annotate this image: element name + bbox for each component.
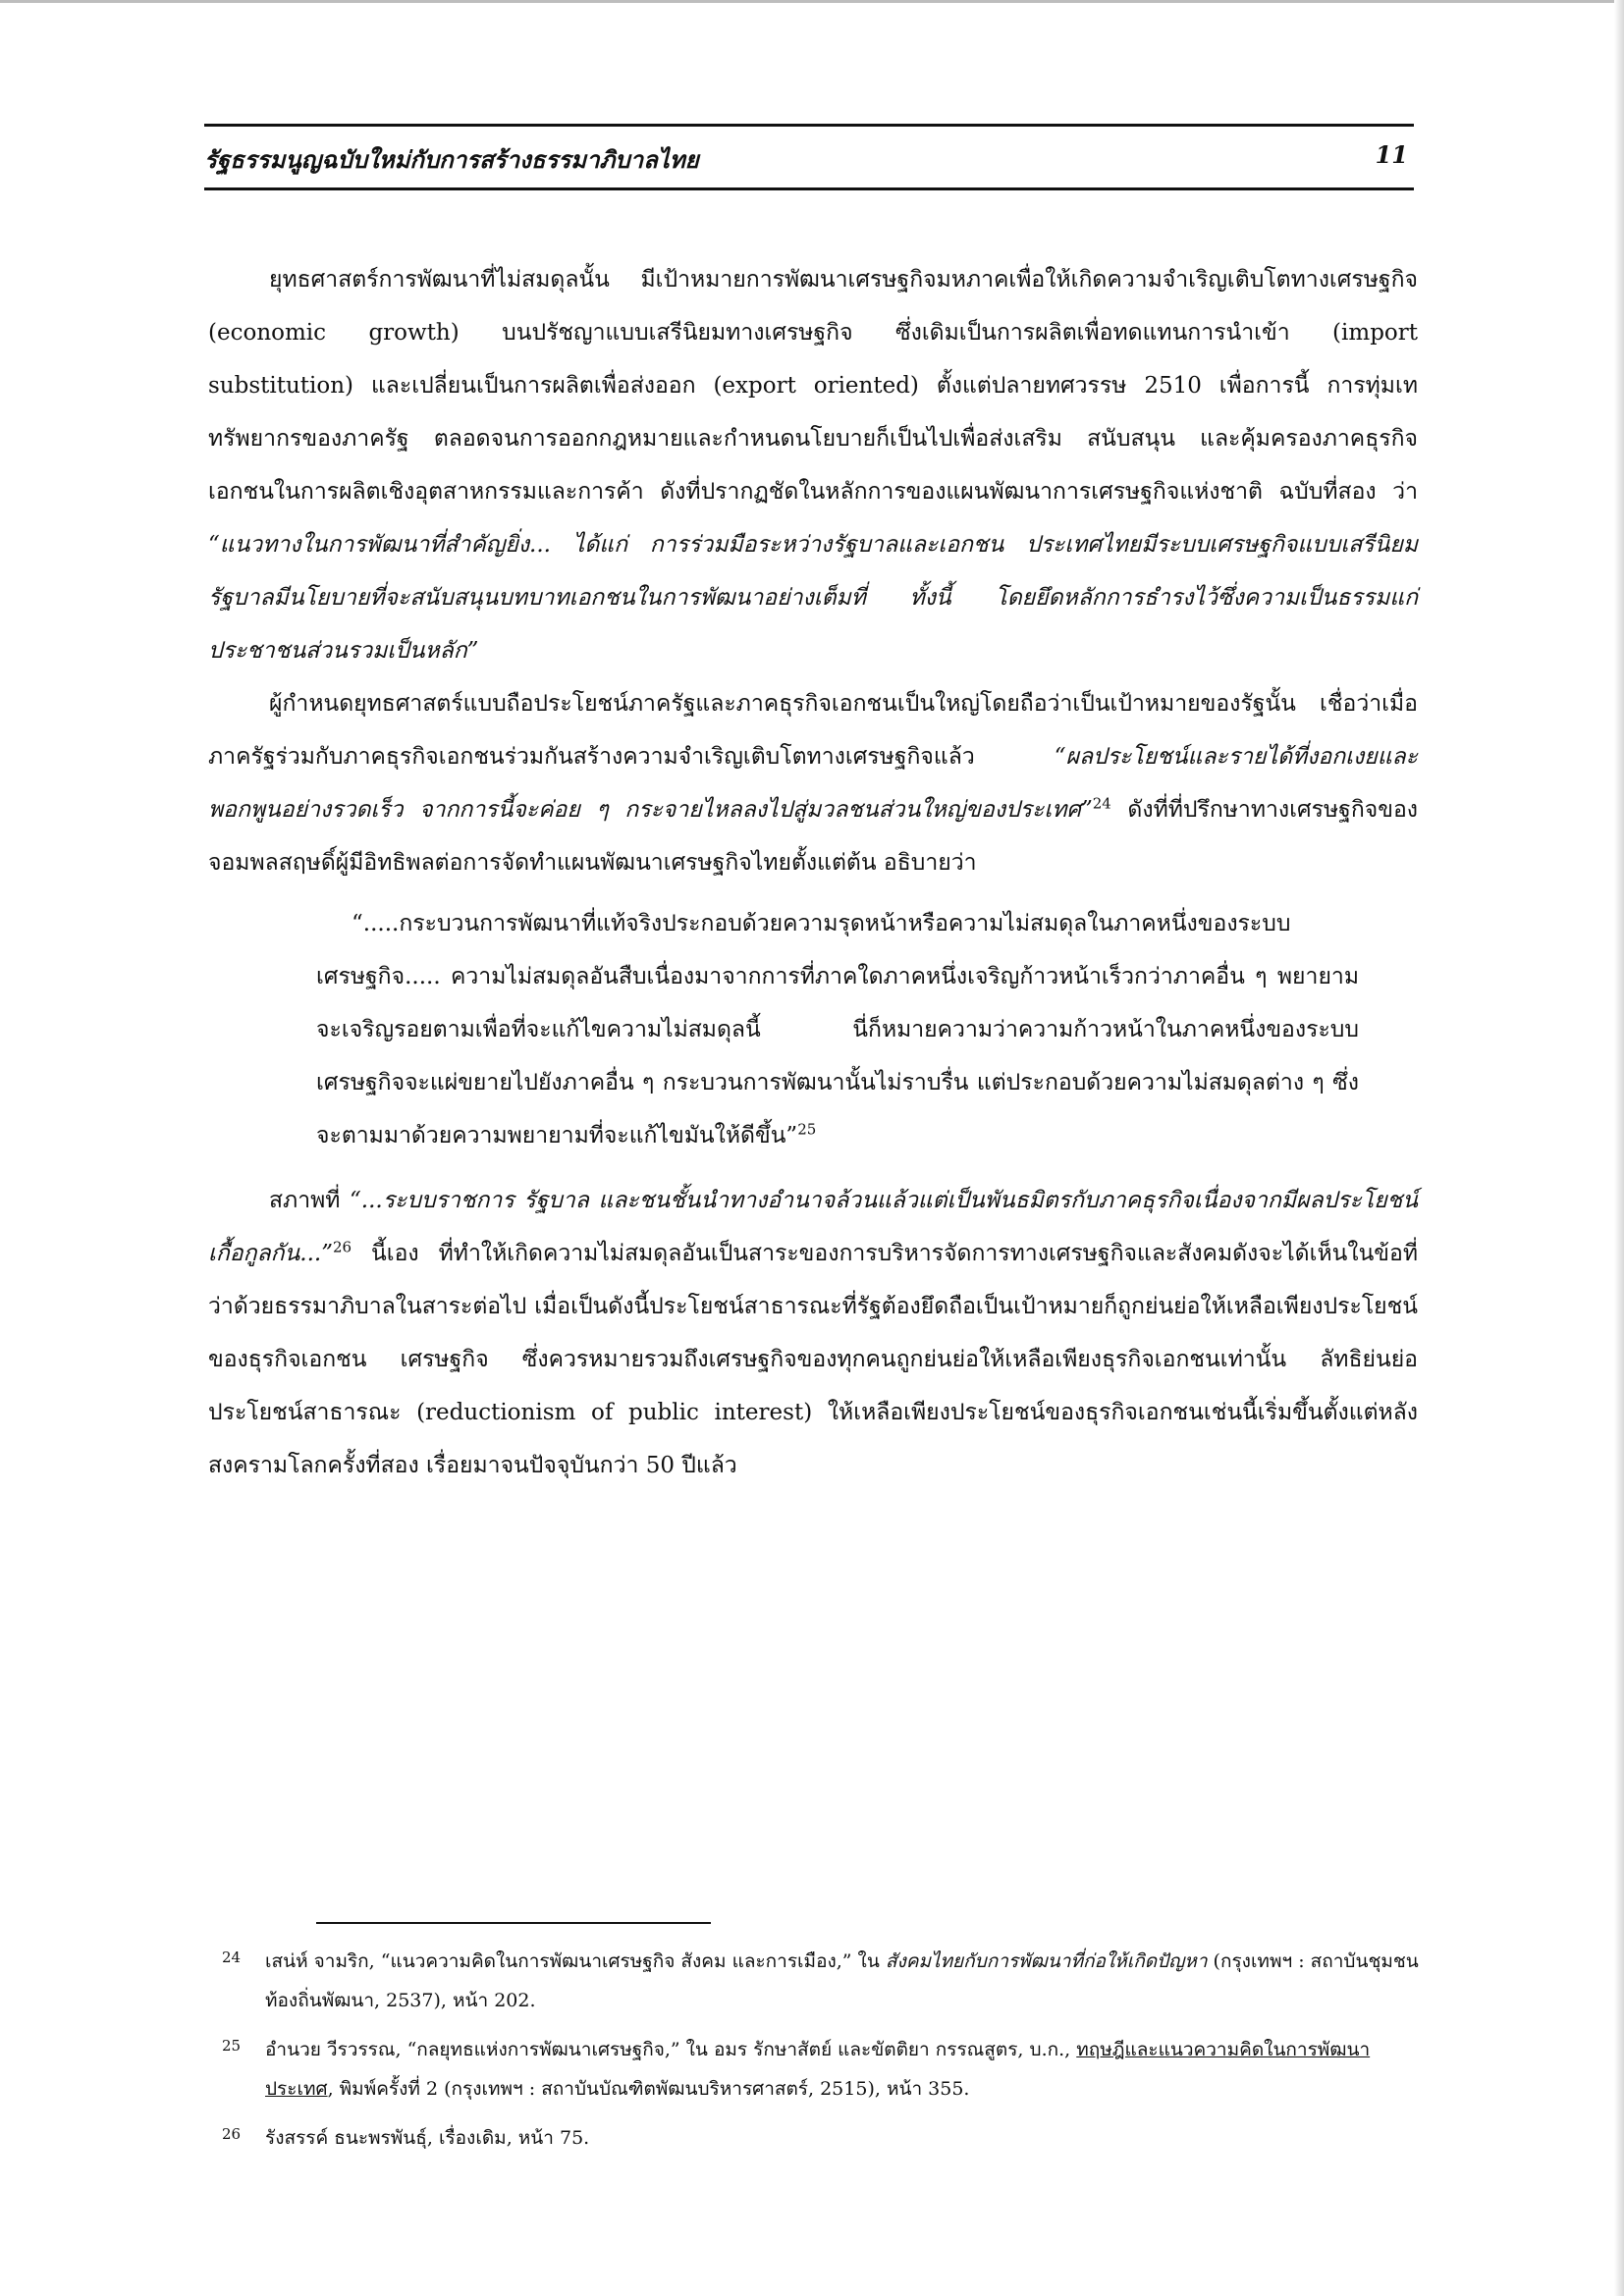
paragraph-1-text: ยุทธศาสตร์การพัฒนาที่ไม่สมดุลนั้น มีเป้าหมายการพัฒนาเศรษฐกิจมหภาคเพื่อให้เกิดความจำเริญเติบโตทางเศรษฐกิจ (economic growth) บนปรัชญาแบบเสรีนิยมทางเศรษฐกิจ ซึ่งเดิมเป็นการผลิตเพื่อทดแทนการนำเข้า (import substitution) และเปลี่ยนเป็นการผลิตเพื่อส่งออก (export oriented) ตั้งแต่ปลายทศวรรษ 2510 เพื่อการนี้ การทุ่มเททรัพยากรของภาครัฐ ตลอดจนการออกกฎหมายและกำหนดนโยบายก็เป็นไปเพื่อส่งเสริม สนับสนุน และคุ้มครองภาคธุรกิจเอกชนในการผลิตเชิงอุตสาหกรรมและการค้า ดังที่ปรากฏชัดในหลักการของแผนพัฒนาการเศรษฐกิจแห่งชาติ ฉบับที่สอง ว่า xyxy=(208,267,1418,505)
paragraph-2-text-a: ผู้กำหนดยุทธศาสตร์แบบถือประโยชน์ภาครัฐและภาคธุรกิจเอกชนเป็นใหญ่โดยถือว่าเป็นเป้าหมายของรัฐนั้น เชื่อว่าเมื่อภาครัฐร่วมกับภาคธุรกิจเอกชนร่วมกันสร้างความจำเริญเติบโตทางเศรษฐกิจแล้ว xyxy=(208,691,1418,770)
body-text xyxy=(208,253,1418,1492)
scan-top-edge xyxy=(0,0,1624,3)
running-header xyxy=(204,124,1414,190)
footnote-text: รังสรรค์ ธนะพรพันธุ์, เรื่องเดิม, หน้า 75. xyxy=(265,2127,590,2149)
block-quote-text: “.....กระบวนการพัฒนาที่แท้จริงประกอบด้วยความรุดหน้าหรือความไม่สมดุลในภาคหนึ่งของระบบเศรษฐกิจ..... ความไม่สมดุลอันสืบเนื่องมาจากการที่ภาคใดภาคหนึ่งเจริญก้าวหน้าเร็วกว่าภาคอื่น ๆ พยายามจะเจริญรอยตามเพื่อที่จะแก้ไขความไม่สมดุลนี้ นี่ก็หมายความว่าความก้าวหน้าในภาคหนึ่งของระบบเศรษฐกิจจะแผ่ขยายไปยังภาคอื่น ๆ กระบวนการพัฒนานั้นไม่ราบรื่น แต่ประกอบด้วยความไม่สมดุลต่าง ๆ ซึ่งจะตามมาด้วยความพยายามที่จะแก้ไขมันให้ดีขึ้น” xyxy=(316,911,1359,1148)
footnote-25 xyxy=(222,2030,1422,2109)
paragraph-1-quote: “แนวทางในการพัฒนาที่สำคัญยิ่ง... ได้แก่ การร่วมมือระหว่างรัฐบาลและเอกชน ประเทศไทยมีระบบเศรษฐกิจแบบเสรีนิยม รัฐบาลมีนโยบายที่จะสนับสนุนบทบาทเอกชนในการพัฒนาอย่างเต็มที่ ทั้งนี้ โดยยึดหลักการธำรงไว้ซึ่งความเป็นธรรมแก่ประชาชนส่วนรวมเป็นหลัก” xyxy=(208,532,1418,664)
footnote-number: 25 xyxy=(222,2037,242,2055)
running-header-title: รัฐธรรมนูญฉบับใหม่กับการสร้างธรรมาภิบาลไทย xyxy=(204,145,699,174)
footnote-24 xyxy=(222,1942,1422,2020)
paragraph-3-text-a: สภาพที่ xyxy=(269,1188,341,1213)
footnote-separator xyxy=(316,1922,711,1924)
footnote-text: เสน่ห์ จามริก, “แนวความคิดในการพัฒนาเศรษฐกิจ สังคม และการเมือง,” ใน xyxy=(265,1950,886,1972)
paragraph-3-text-b: นี้เอง ที่ทำให้เกิดความไม่สมดุลอันเป็นสาระของการบริหารจัดการทางเศรษฐกิจและสังคมดังจะได้เห็นในข้อที่ว่าด้วยธรรมาภิบาลในสาระต่อไป เมื่อเป็นดังนี้ประโยชน์สาธารณะที่รัฐต้องยึดถือเป็นเป้าหมายก็ถูกย่นย่อให้เหลือเพียงประโยชน์ของธุรกิจเอกชน เศรษฐกิจ ซึ่งควรหมายรวมถึงเศรษฐกิจของทุกคนถูกย่นย่อให้เหลือเพียงธุรกิจเอกชนเท่านั้น ลัทธิย่นย่อประโยชน์สาธารณะ (reductionism of public interest) ให้เหลือเพียงประโยชน์ของธุรกิจเอกชนเช่นนี้เริ่มขึ้นตั้งแต่หลังสงครามโลกครั้งที่สอง เรื่อยมาจนปัจจุบันกว่า 50 ปีแล้ว xyxy=(208,1241,1418,1478)
footnote-26 xyxy=(222,2118,1422,2158)
paragraph-3-quote: “...ระบบราชการ รัฐบาล และชนชั้นนำทางอำนาจล้วนแล้วแต่เป็นพันธมิตรกับภาคธุรกิจเนื่องจากมีผลประโยชน์เกื้อกูลกัน...” xyxy=(208,1188,1419,1266)
block-quote xyxy=(316,897,1359,1162)
paragraph-1 xyxy=(208,253,1418,677)
footnote-ref-24: 24 xyxy=(1092,794,1111,813)
paragraph-3 xyxy=(208,1174,1418,1492)
paragraph-2-text-b: ดังที่ที่ปรึกษาทางเศรษฐกิจของจอมพลสฤษดิ์ผู้มีอิทธิพลต่อการจัดทำแผนพัฒนาเศรษฐกิจไทยตั้งแต่ต้น อธิบายว่า xyxy=(208,797,1418,876)
paragraph-2 xyxy=(208,677,1418,889)
paragraph-2-quote: “ผลประโยชน์และรายได้ที่งอกเงยและพอกพูนอย่างรวดเร็ว จากการนี้จะค่อย ๆ กระจายไหลลงไปสู่มวลชนส่วนใหญ่ของประเทศ” xyxy=(208,744,1418,823)
footnote-number: 24 xyxy=(222,1949,242,1966)
footnotes xyxy=(222,1942,1422,2167)
footnote-number: 26 xyxy=(222,2125,242,2143)
scan-right-edge xyxy=(1614,0,1624,2296)
footnote-text: อำนวย วีรวรรณ, “กลยุทธแห่งการพัฒนาเศรษฐกิจ,” ใน อมร รักษาสัตย์ และขัตติยา กรรณสูตร, บ.ก., xyxy=(265,2039,1077,2060)
footnote-text-end: (กรุงเทพฯ : สถาบันชุมชนท้องถิ่นพัฒนา, 2537), หน้า 202. xyxy=(265,1950,1419,2011)
page-number: 11 xyxy=(1375,140,1408,169)
footnote-source-title: ทฤษฎีและแนวความคิดในการพัฒนาประเทศ xyxy=(265,2039,1371,2100)
footnote-ref-25: 25 xyxy=(797,1120,817,1139)
footnote-ref-26: 26 xyxy=(332,1238,352,1256)
footnote-text-end: , พิมพ์ครั้งที่ 2 (กรุงเทพฯ : สถาบันบัณฑิตพัฒนบริหารศาสตร์, 2515), หน้า 355. xyxy=(327,2078,970,2100)
footnote-source-title: สังคมไทยกับการพัฒนาที่ก่อให้เกิดปัญหา xyxy=(885,1950,1208,1972)
